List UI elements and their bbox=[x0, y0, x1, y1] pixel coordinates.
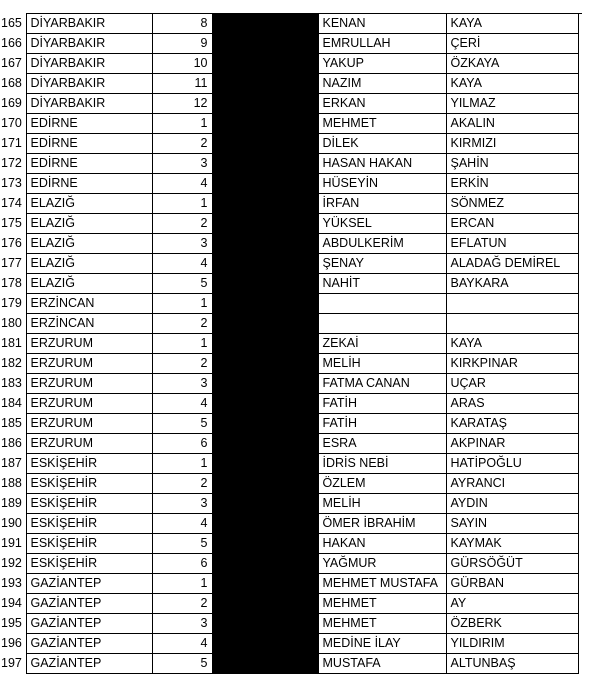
candidate-table bbox=[0, 13, 579, 674]
row-number[interactable]: 184 bbox=[1, 396, 22, 410]
city-cell[interactable]: ESKİŞEHİR bbox=[26, 494, 152, 514]
first-name-cell[interactable]: MUSTAFA bbox=[318, 654, 446, 674]
row-number[interactable]: 169 bbox=[1, 96, 22, 110]
order-number-cell[interactable]: 5 bbox=[152, 414, 212, 434]
order-number-cell[interactable]: 1 bbox=[152, 334, 212, 354]
city-cell[interactable]: ESKİŞEHİR bbox=[26, 534, 152, 554]
order-number-cell[interactable]: 3 bbox=[152, 154, 212, 174]
city-cell[interactable]: GAZİANTEP bbox=[26, 654, 152, 674]
last-name-cell[interactable]: AY bbox=[446, 594, 578, 614]
first-name-cell[interactable]: ERKAN bbox=[318, 94, 446, 114]
table-row bbox=[0, 494, 578, 514]
last-name-cell[interactable]: ŞAHİN bbox=[446, 154, 578, 174]
first-name-cell[interactable] bbox=[318, 314, 446, 334]
redacted-cell[interactable] bbox=[212, 514, 318, 534]
first-name-cell[interactable]: NAHİT bbox=[318, 274, 446, 294]
redacted-cell[interactable] bbox=[212, 154, 318, 174]
first-name-cell[interactable]: FATMA CANAN bbox=[318, 374, 446, 394]
redacted-cell[interactable] bbox=[212, 74, 318, 94]
city-cell[interactable]: ERZURUM bbox=[26, 434, 152, 454]
redacted-cell[interactable] bbox=[212, 274, 318, 294]
order-number-cell[interactable]: 4 bbox=[152, 174, 212, 194]
first-name-cell[interactable]: DİLEK bbox=[318, 134, 446, 154]
last-name-cell[interactable]: AYRANCI bbox=[446, 474, 578, 494]
redacted-cell[interactable] bbox=[212, 34, 318, 54]
redacted-cell[interactable] bbox=[212, 294, 318, 314]
row-number[interactable]: 165 bbox=[1, 16, 22, 30]
row-number[interactable]: 196 bbox=[1, 636, 22, 650]
row-number[interactable]: 173 bbox=[1, 176, 22, 190]
last-name-cell[interactable]: ALTUNBAŞ bbox=[446, 654, 578, 674]
order-number-cell[interactable]: 1 bbox=[152, 194, 212, 214]
order-number-cell[interactable]: 1 bbox=[152, 574, 212, 594]
table-row bbox=[0, 174, 578, 194]
first-name-cell[interactable]: KENAN bbox=[318, 14, 446, 34]
order-number-cell[interactable]: 1 bbox=[152, 294, 212, 314]
redacted-cell[interactable] bbox=[212, 614, 318, 634]
city-cell[interactable]: ESKİŞEHİR bbox=[26, 454, 152, 474]
city-cell[interactable]: EDİRNE bbox=[26, 134, 152, 154]
order-number-cell[interactable]: 4 bbox=[152, 254, 212, 274]
first-name-cell[interactable]: YÜKSEL bbox=[318, 214, 446, 234]
table-row bbox=[0, 474, 578, 494]
city-cell[interactable]: GAZİANTEP bbox=[26, 574, 152, 594]
last-name-cell[interactable]: KAYMAK bbox=[446, 534, 578, 554]
table-row bbox=[0, 374, 578, 394]
order-number-cell[interactable]: 3 bbox=[152, 234, 212, 254]
last-name-cell[interactable]: ERKİN bbox=[446, 174, 578, 194]
redacted-cell[interactable] bbox=[212, 234, 318, 254]
row-number[interactable]: 167 bbox=[1, 56, 22, 70]
row-number[interactable]: 190 bbox=[1, 516, 22, 530]
order-number-cell[interactable]: 11 bbox=[152, 74, 212, 94]
last-name-cell[interactable]: HATİPOĞLU bbox=[446, 454, 578, 474]
row-number[interactable]: 183 bbox=[1, 376, 22, 390]
row-number[interactable]: 178 bbox=[1, 276, 22, 290]
order-number-cell[interactable]: 3 bbox=[152, 374, 212, 394]
row-number[interactable]: 172 bbox=[1, 156, 22, 170]
table-row bbox=[0, 234, 578, 254]
first-name-cell[interactable] bbox=[318, 294, 446, 314]
city-cell[interactable]: DİYARBAKIR bbox=[26, 34, 152, 54]
first-name-cell[interactable]: MELİH bbox=[318, 354, 446, 374]
order-number-cell[interactable]: 2 bbox=[152, 134, 212, 154]
row-number[interactable]: 170 bbox=[1, 116, 22, 130]
table-row bbox=[0, 534, 578, 554]
table-row bbox=[0, 594, 578, 614]
city-cell[interactable]: ERZİNCAN bbox=[26, 294, 152, 314]
last-name-cell[interactable]: KAYA bbox=[446, 74, 578, 94]
order-number-cell[interactable]: 2 bbox=[152, 594, 212, 614]
row-number[interactable]: 181 bbox=[1, 336, 22, 350]
redacted-cell[interactable] bbox=[212, 254, 318, 274]
city-cell[interactable]: ESKİŞEHİR bbox=[26, 474, 152, 494]
city-cell[interactable]: ERZURUM bbox=[26, 354, 152, 374]
order-number-cell[interactable]: 5 bbox=[152, 534, 212, 554]
first-name-cell[interactable]: FATİH bbox=[318, 394, 446, 414]
last-name-cell[interactable]: KAYA bbox=[446, 14, 578, 34]
table-row bbox=[0, 74, 578, 94]
city-cell[interactable]: ELAZIĞ bbox=[26, 274, 152, 294]
last-name-cell[interactable]: YILMAZ bbox=[446, 94, 578, 114]
table-body bbox=[0, 14, 578, 674]
city-cell[interactable]: DİYARBAKIR bbox=[26, 14, 152, 34]
table-row bbox=[0, 614, 578, 634]
redacted-cell[interactable] bbox=[212, 494, 318, 514]
city-cell[interactable]: EDİRNE bbox=[26, 114, 152, 134]
row-number[interactable]: 179 bbox=[1, 296, 22, 310]
row-number[interactable]: 189 bbox=[1, 496, 22, 510]
table-row bbox=[0, 214, 578, 234]
city-cell[interactable]: ELAZIĞ bbox=[26, 214, 152, 234]
city-cell[interactable]: GAZİANTEP bbox=[26, 594, 152, 614]
redacted-cell[interactable] bbox=[212, 594, 318, 614]
table-row bbox=[0, 394, 578, 414]
table-row bbox=[0, 134, 578, 154]
last-name-cell[interactable]: ARAS bbox=[446, 394, 578, 414]
city-cell[interactable]: ESKİŞEHİR bbox=[26, 514, 152, 534]
first-name-cell[interactable]: ÖZLEM bbox=[318, 474, 446, 494]
city-cell[interactable]: ELAZIĞ bbox=[26, 194, 152, 214]
row-number[interactable]: 171 bbox=[1, 136, 22, 150]
table-row bbox=[0, 294, 578, 314]
first-name-cell[interactable]: MELİH bbox=[318, 494, 446, 514]
redacted-cell[interactable] bbox=[212, 394, 318, 414]
redacted-cell[interactable] bbox=[212, 354, 318, 374]
city-cell[interactable]: ERZURUM bbox=[26, 394, 152, 414]
last-name-cell[interactable]: AYDIN bbox=[446, 494, 578, 514]
row-number[interactable]: 191 bbox=[1, 536, 22, 550]
first-name-cell[interactable]: HASAN HAKAN bbox=[318, 154, 446, 174]
first-name-cell[interactable]: İRFAN bbox=[318, 194, 446, 214]
redacted-cell[interactable] bbox=[212, 94, 318, 114]
order-number-cell[interactable]: 9 bbox=[152, 34, 212, 54]
city-cell[interactable]: GAZİANTEP bbox=[26, 634, 152, 654]
table-row bbox=[0, 354, 578, 374]
table-row bbox=[0, 274, 578, 294]
first-name-cell[interactable]: MEHMET MUSTAFA bbox=[318, 574, 446, 594]
last-name-cell[interactable]: KAYA bbox=[446, 334, 578, 354]
redacted-cell[interactable] bbox=[212, 654, 318, 674]
row-number[interactable]: 187 bbox=[1, 456, 22, 470]
table-row bbox=[0, 634, 578, 654]
last-name-cell[interactable]: UÇAR bbox=[446, 374, 578, 394]
table-row bbox=[0, 54, 578, 74]
row-number[interactable]: 177 bbox=[1, 256, 22, 270]
redacted-cell[interactable] bbox=[212, 314, 318, 334]
redacted-cell[interactable] bbox=[212, 374, 318, 394]
row-number[interactable]: 175 bbox=[1, 216, 22, 230]
city-cell[interactable]: DİYARBAKIR bbox=[26, 74, 152, 94]
city-cell[interactable]: DİYARBAKIR bbox=[26, 54, 152, 74]
redacted-cell[interactable] bbox=[212, 114, 318, 134]
table-row bbox=[0, 334, 578, 354]
last-name-cell[interactable]: ALADAĞ DEMİREL bbox=[446, 254, 578, 274]
row-number[interactable]: 176 bbox=[1, 236, 22, 250]
last-name-cell[interactable]: GÜRSÖĞÜT bbox=[446, 554, 578, 574]
order-number-cell[interactable]: 4 bbox=[152, 514, 212, 534]
redacted-cell[interactable] bbox=[212, 554, 318, 574]
redacted-cell[interactable] bbox=[212, 54, 318, 74]
row-number[interactable]: 197 bbox=[1, 656, 22, 670]
table-row bbox=[0, 654, 578, 674]
table-row bbox=[0, 154, 578, 174]
city-cell[interactable]: ERZURUM bbox=[26, 414, 152, 434]
table-row bbox=[0, 454, 578, 474]
last-name-cell[interactable]: YILDIRIM bbox=[446, 634, 578, 654]
order-number-cell[interactable]: 5 bbox=[152, 654, 212, 674]
row-number[interactable]: 194 bbox=[1, 596, 22, 610]
table-row bbox=[0, 114, 578, 134]
table-row bbox=[0, 314, 578, 334]
first-name-cell[interactable]: ESRA bbox=[318, 434, 446, 454]
table-row bbox=[0, 34, 578, 54]
order-number-cell[interactable]: 3 bbox=[152, 614, 212, 634]
first-name-cell[interactable]: EMRULLAH bbox=[318, 34, 446, 54]
last-name-cell[interactable]: ÇERİ bbox=[446, 34, 578, 54]
table-row bbox=[0, 554, 578, 574]
last-name-cell[interactable]: ÖZKAYA bbox=[446, 54, 578, 74]
row-number[interactable]: 193 bbox=[1, 576, 22, 590]
order-number-cell[interactable]: 5 bbox=[152, 274, 212, 294]
last-name-cell[interactable]: ERCAN bbox=[446, 214, 578, 234]
last-name-cell[interactable]: ÖZBERK bbox=[446, 614, 578, 634]
row-number[interactable]: 185 bbox=[1, 416, 22, 430]
redacted-cell[interactable] bbox=[212, 634, 318, 654]
redacted-cell[interactable] bbox=[212, 334, 318, 354]
redacted-cell[interactable] bbox=[212, 434, 318, 454]
first-name-cell[interactable]: MEHMET bbox=[318, 114, 446, 134]
last-name-cell[interactable]: KIRMIZI bbox=[446, 134, 578, 154]
order-number-cell[interactable]: 6 bbox=[152, 554, 212, 574]
redacted-cell[interactable] bbox=[212, 14, 318, 34]
row-number[interactable]: 166 bbox=[1, 36, 22, 50]
first-name-cell[interactable]: MEHMET bbox=[318, 614, 446, 634]
redacted-cell[interactable] bbox=[212, 194, 318, 214]
row-number[interactable]: 182 bbox=[1, 356, 22, 370]
order-number-cell[interactable]: 1 bbox=[152, 454, 212, 474]
first-name-cell[interactable]: MEDİNE İLAY bbox=[318, 634, 446, 654]
last-name-cell[interactable]: EFLATUN bbox=[446, 234, 578, 254]
city-cell[interactable]: ERZURUM bbox=[26, 374, 152, 394]
table-row bbox=[0, 194, 578, 214]
first-name-cell[interactable]: NAZIM bbox=[318, 74, 446, 94]
last-name-cell[interactable]: AKPINAR bbox=[446, 434, 578, 454]
row-number[interactable]: 188 bbox=[1, 476, 22, 490]
first-name-cell[interactable]: HAKAN bbox=[318, 534, 446, 554]
order-number-cell[interactable]: 2 bbox=[152, 474, 212, 494]
order-number-cell[interactable]: 2 bbox=[152, 214, 212, 234]
last-name-cell[interactable] bbox=[446, 314, 578, 334]
row-number[interactable]: 174 bbox=[1, 196, 22, 210]
first-name-cell[interactable]: ZEKAİ bbox=[318, 334, 446, 354]
table-row bbox=[0, 414, 578, 434]
first-name-cell[interactable]: MEHMET bbox=[318, 594, 446, 614]
last-name-cell[interactable]: SAYIN bbox=[446, 514, 578, 534]
table-row bbox=[0, 14, 578, 34]
first-name-cell[interactable]: HÜSEYİN bbox=[318, 174, 446, 194]
redacted-cell[interactable] bbox=[212, 534, 318, 554]
city-cell[interactable]: ELAZIĞ bbox=[26, 254, 152, 274]
city-cell[interactable]: EDİRNE bbox=[26, 174, 152, 194]
first-name-cell[interactable]: YAĞMUR bbox=[318, 554, 446, 574]
table-row bbox=[0, 254, 578, 274]
first-name-cell[interactable]: ŞENAY bbox=[318, 254, 446, 274]
order-number-cell[interactable]: 2 bbox=[152, 354, 212, 374]
city-cell[interactable]: DİYARBAKIR bbox=[26, 94, 152, 114]
row-number[interactable]: 180 bbox=[1, 316, 22, 330]
table-row bbox=[0, 574, 578, 594]
last-name-cell[interactable]: SÖNMEZ bbox=[446, 194, 578, 214]
order-number-cell[interactable]: 3 bbox=[152, 494, 212, 514]
order-number-cell[interactable]: 2 bbox=[152, 314, 212, 334]
order-number-cell[interactable]: 6 bbox=[152, 434, 212, 454]
city-cell[interactable]: ESKİŞEHİR bbox=[26, 554, 152, 574]
first-name-cell[interactable]: YAKUP bbox=[318, 54, 446, 74]
first-name-cell[interactable]: İDRİS NEBİ bbox=[318, 454, 446, 474]
redacted-cell[interactable] bbox=[212, 174, 318, 194]
redacted-cell[interactable] bbox=[212, 214, 318, 234]
last-name-cell[interactable] bbox=[446, 294, 578, 314]
last-name-cell[interactable]: AKALIN bbox=[446, 114, 578, 134]
table-row bbox=[0, 94, 578, 114]
first-name-cell[interactable]: ABDULKERİM bbox=[318, 234, 446, 254]
order-number-cell[interactable]: 1 bbox=[152, 114, 212, 134]
table-row bbox=[0, 434, 578, 454]
city-cell[interactable]: EDİRNE bbox=[26, 154, 152, 174]
redacted-cell[interactable] bbox=[212, 134, 318, 154]
order-number-cell[interactable]: 12 bbox=[152, 94, 212, 114]
city-cell[interactable]: ERZİNCAN bbox=[26, 314, 152, 334]
redacted-cell[interactable] bbox=[212, 474, 318, 494]
row-number[interactable]: 168 bbox=[1, 76, 22, 90]
order-number-cell[interactable]: 4 bbox=[152, 634, 212, 654]
city-cell[interactable]: ERZURUM bbox=[26, 334, 152, 354]
redacted-cell[interactable] bbox=[212, 454, 318, 474]
city-cell[interactable]: GAZİANTEP bbox=[26, 614, 152, 634]
first-name-cell[interactable]: ÖMER İBRAHİM bbox=[318, 514, 446, 534]
last-name-cell[interactable]: BAYKARA bbox=[446, 274, 578, 294]
redacted-cell[interactable] bbox=[212, 574, 318, 594]
order-number-cell[interactable]: 8 bbox=[152, 14, 212, 34]
redacted-cell[interactable] bbox=[212, 414, 318, 434]
row-number[interactable]: 192 bbox=[1, 556, 22, 570]
order-number-cell[interactable]: 4 bbox=[152, 394, 212, 414]
row-number[interactable]: 195 bbox=[1, 616, 22, 630]
first-name-cell[interactable]: FATİH bbox=[318, 414, 446, 434]
last-name-cell[interactable]: KIRKPINAR bbox=[446, 354, 578, 374]
table-row bbox=[0, 514, 578, 534]
city-cell[interactable]: ELAZIĞ bbox=[26, 234, 152, 254]
order-number-cell[interactable]: 10 bbox=[152, 54, 212, 74]
last-name-cell[interactable]: KARATAŞ bbox=[446, 414, 578, 434]
row-number[interactable]: 186 bbox=[1, 436, 22, 450]
last-name-cell[interactable]: GÜRBAN bbox=[446, 574, 578, 594]
